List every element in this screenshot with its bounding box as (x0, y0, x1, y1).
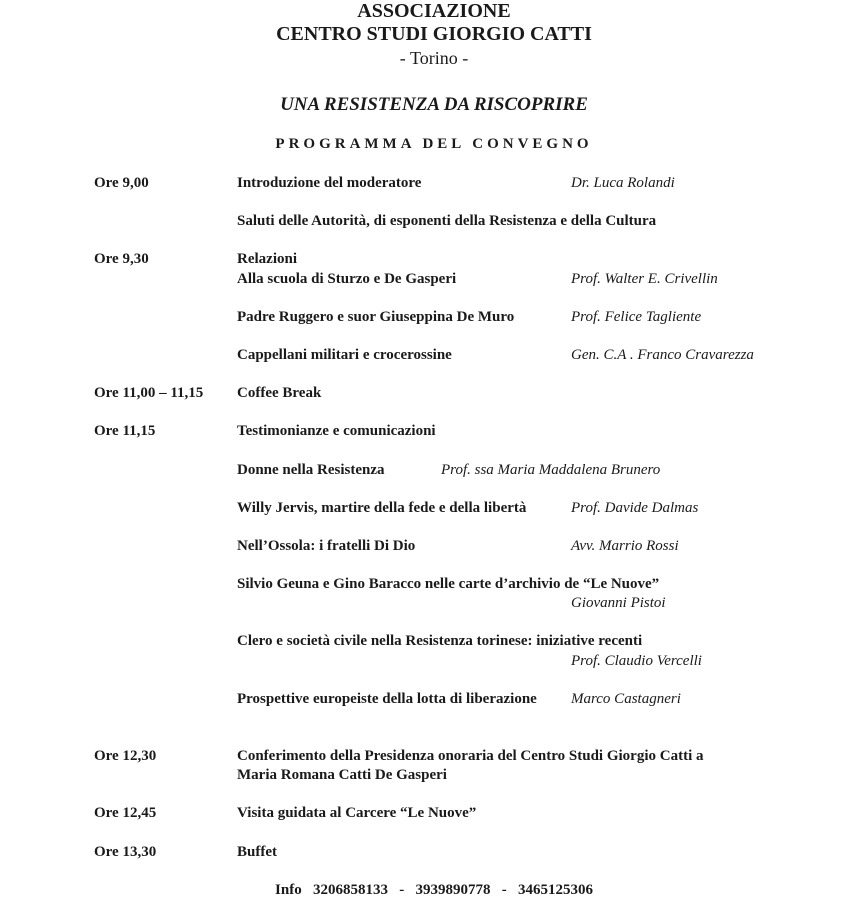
program-item-title: Silvio Geuna e Gino Baracco nelle carte d’archivio de “Le Nuove” (237, 576, 660, 592)
program-item-title: Visita guidata al Carcere “Le Nuove” (237, 805, 477, 821)
program-item-speaker: Prof. Davide Dalmas (571, 500, 699, 516)
program-item-title: Testimonianze e comunicazioni (237, 423, 436, 439)
program-item-title: Buffet (237, 844, 277, 860)
program-item-speaker: Prof. ssa Maria Maddalena Brunero (441, 462, 661, 478)
event-title: UNA RESISTENZA DA RISCOPRIRE (280, 94, 588, 115)
program-item-title: Cappellani militari e crocerossine (237, 347, 452, 363)
program-item-speaker: Marco Castagneri (571, 691, 681, 707)
program-item-title: Saluti delle Autorità, di esponenti della Resistenza e della Cultura (237, 213, 657, 229)
program-item-title: Relazioni (237, 251, 297, 267)
program-item-title: Coffee Break (237, 385, 322, 401)
program-item-speaker: Prof. Claudio Vercelli (571, 653, 702, 669)
program-item-title: Prospettive europeiste della lotta di liberazione (237, 691, 537, 707)
program-item-title: Donne nella Resistenza (237, 462, 385, 478)
program-item-title: Introduzione del moderatore (237, 175, 422, 191)
program-item-title: Willy Jervis, martire della fede e della libertà (237, 500, 527, 516)
association-subtitle: CENTRO STUDI GIORGIO CATTI (276, 23, 592, 45)
contact-info: Info 3206858133 - 3939890778 - 3465125306 (275, 882, 593, 898)
time-slot: Ore 12,30 (94, 748, 157, 764)
time-slot: Ore 13,30 (94, 844, 157, 860)
time-slot: Ore 9,30 (94, 251, 149, 267)
program-item-title: Maria Romana Catti De Gasperi (237, 767, 447, 783)
association-name: ASSOCIAZIONE (357, 0, 511, 22)
program-item-title: Alla scuola di Sturzo e De Gasperi (237, 271, 457, 287)
programme-heading: PROGRAMMA DEL CONVEGNO (275, 136, 593, 152)
program-item-title: Padre Ruggero e suor Giuseppina De Muro (237, 309, 515, 325)
program-item-speaker: Dr. Luca Rolandi (571, 175, 675, 191)
program-item-speaker: Giovanni Pistoi (571, 595, 666, 611)
program-item-title: Conferimento della Presidenza onoraria del Centro Studi Giorgio Catti a (237, 748, 704, 764)
program-item-speaker: Gen. C.A . Franco Cravarezza (571, 347, 754, 363)
time-slot: Ore 9,00 (94, 175, 149, 191)
time-slot: Ore 11,00 – 11,15 (94, 385, 204, 401)
program-item-speaker: Avv. Marrio Rossi (571, 538, 679, 554)
time-slot: Ore 12,45 (94, 805, 157, 821)
time-slot: Ore 11,15 (94, 423, 156, 439)
program-item-speaker: Prof. Felice Tagliente (571, 309, 702, 325)
city-label: - Torino - (399, 48, 469, 68)
program-item-speaker: Prof. Walter E. Crivellin (571, 271, 718, 287)
program-item-title: Nell’Ossola: i fratelli Di Dio (237, 538, 416, 554)
program-item-title: Clero e società civile nella Resistenza torinese: iniziative recenti (237, 633, 643, 649)
